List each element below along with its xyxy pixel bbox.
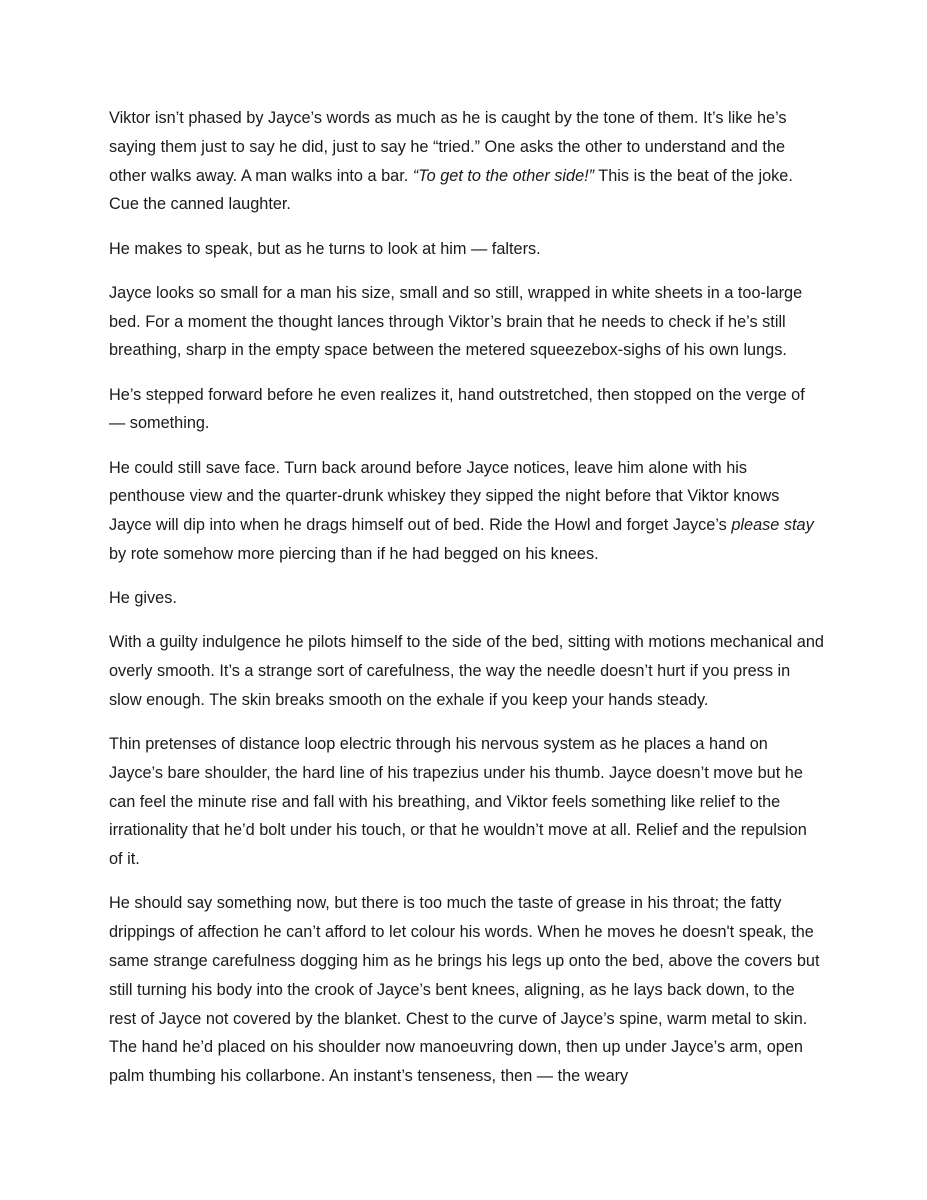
text-run: He should say something now, but there is too much the taste of grease in his throat; the fatty drippings of affection he can’t afford to let colour his words. When he moves he doesn't speak, the same strange carefulness dogging him as he brings his legs up onto the bed, above the covers but still turning his body into the crook of Jayce’s bent knees, aligning, as he lays back down, to the rest of Jayce not covered by the blanket. Chest to the curve of Jayce’s spine, warm metal to skin. The hand he’d placed on his shoulder now manoeuvring down, then up under Jayce’s arm, open palm thumbing his collarbone. An instant’s tenseness, then — the weary — [109, 894, 820, 1086]
paragraph-1 — [109, 104, 824, 219]
text-run: He’s stepped forward before he even realizes it, hand outstretched, then stopped on the verge of — something. — [109, 385, 805, 433]
text-run: Jayce looks so small for a man his size, small and so still, wrapped in white sheets in a too-large bed. For a moment the thought lances through Viktor’s brain that he needs to check if he’s still breathing, sharp in the empty space between the metered squeezebox-sighs of his own lungs. — [109, 283, 803, 360]
italic-text-run: please stay — [731, 516, 814, 535]
text-run: This is the beat of the joke. Cue the canned laughter. — [109, 166, 793, 214]
paragraph-7 — [109, 628, 824, 714]
text-run: He could still save face. Turn back around before Jayce notices, leave him alone with his penthouse view and the quarter-drunk whiskey they sipped the night before that Viktor knows Jayce will dip into when he drags himself out of bed. Ride the Howl and forget Jayce’s — [109, 458, 780, 535]
text-run: Thin pretenses of distance loop electric through his nervous system as he places a hand on Jayce’s bare shoulder, the hard line of his trapezius under his thumb. Jayce doesn’t move but he can feel the minute rise and fall with his breathing, and Viktor feels something like relief to the irrationality that he’d bolt under his touch, or that he wouldn’t move at all. Relief and the repulsion of it. — [109, 735, 807, 869]
text-run: He gives. — [109, 589, 177, 608]
text-run: Viktor isn’t phased by Jayce’s words as much as he is caught by the tone of them. It’s like he’s saying them just to say he did, just to say he “tried.” One asks the other to understand and the other walks away. A man walks into a bar. — [109, 109, 787, 185]
paragraph-2 — [109, 235, 824, 264]
text-run: With a guilty indulgence he pilots himself to the side of the bed, sitting with motions mechanical and overly smooth. It’s a strange sort of carefulness, the way the needle doesn’t hurt if you press in slow enough. The skin breaks smooth on the exhale if you keep your hands steady. — [109, 633, 824, 709]
paragraph-9 — [109, 889, 824, 1091]
paragraph-8 — [109, 730, 824, 874]
document-body — [109, 104, 824, 1106]
paragraph-3 — [109, 279, 824, 365]
text-run: by rote somehow more piercing than if he had begged on his knees. — [109, 544, 599, 563]
paragraph-6 — [109, 584, 824, 613]
text-run: He makes to speak, but as he turns to look at him — falters. — [109, 239, 541, 258]
paragraph-5 — [109, 454, 824, 569]
italic-text-run: “To get to the other side!” — [412, 166, 595, 185]
paragraph-4 — [109, 381, 824, 439]
